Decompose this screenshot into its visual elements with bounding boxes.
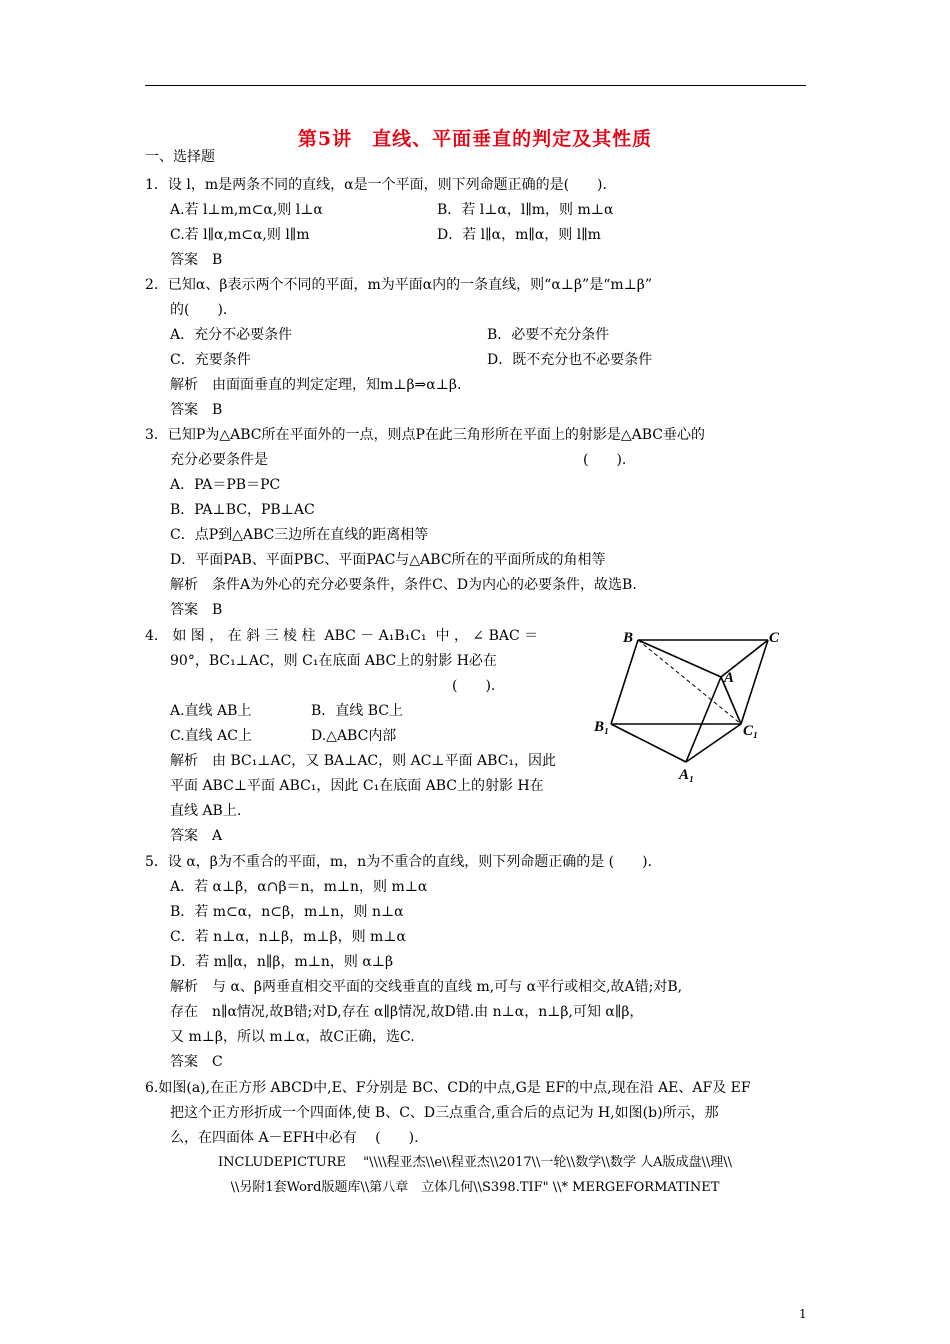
q4-ans: 答案 A xyxy=(170,828,223,844)
q6-stem-2: 把这个正方形折成一个四面体,使 B、C、D三点重合,重合后的点记为 H,如图(b)所示，那 xyxy=(170,1105,719,1121)
q1-opt-c: C.若 l∥α,m⊂α,则 l∥m xyxy=(170,227,310,243)
q2-jx: 解析 由面面垂直的判定定理，知m⊥β⇒α⊥β. xyxy=(170,377,462,393)
q2-opt-d: D．既不充分也不必要条件 xyxy=(487,352,653,368)
label-C: C xyxy=(769,630,780,646)
prism-figure xyxy=(593,622,793,787)
q2-opt-a: A．充分不必要条件 xyxy=(170,327,293,343)
q4-opt-b: B．直线 BC上 xyxy=(311,703,403,719)
q3-ans: 答案 B xyxy=(170,602,223,618)
q5-opt-d: D．若 m∥α，n∥β，m⊥n，则 α⊥β xyxy=(170,954,394,970)
q5-opt-c: C．若 n⊥α，n⊥β，m⊥β，则 m⊥α xyxy=(170,929,406,945)
q3-opt-a: A．PA＝PB＝PC xyxy=(170,477,281,493)
field-code-line-2: \\另附1套Word版题库\\第八章 立体几何\\S398.TIF" \\* MERGEFORMATINET xyxy=(230,1180,720,1195)
q1-opt-b: B．若 l⊥α，l∥m，则 m⊥α xyxy=(437,202,614,218)
q5-opt-b: B．若 m⊂α，n⊂β，m⊥n，则 n⊥α xyxy=(170,904,404,920)
q3-opt-c: C．点P到△ABC三边所在直线的距离相等 xyxy=(170,527,429,543)
q4-bracket: ( ). xyxy=(452,678,496,694)
q2-stem-2: 的( )． xyxy=(170,302,237,318)
q5-opt-a: A．若 α⊥β，α∩β＝n，m⊥n，则 m⊥α xyxy=(170,879,428,895)
q5-ans: 答案 C xyxy=(170,1054,223,1070)
q2-ans: 答案 B xyxy=(170,402,223,418)
q2-stem-1: 2．已知α、β表示两个不同的平面，m为平面α内的一条直线，则“α⊥β”是“m⊥β” xyxy=(145,277,653,293)
q1-ans: 答案 B xyxy=(170,252,223,268)
q1-opt-d: D．若 l∥α，m∥α，则 l∥m xyxy=(437,227,601,243)
q5-jx-3: 又 m⊥β，所以 m⊥α，故C正确，选C. xyxy=(170,1029,415,1045)
label-A: A xyxy=(724,670,735,686)
q3-jx: 解析 条件A为外心的充分必要条件，条件C、D为内心的必要条件，故选B. xyxy=(170,577,637,593)
label-B1: B₁ xyxy=(594,719,610,735)
q3-opt-b: B．PA⊥BC，PB⊥AC xyxy=(170,502,315,518)
q4-jx-2: 平面 ABC⊥平面 ABC₁，因此 C₁在底面 ABC上的射影 H在 xyxy=(170,778,544,794)
q4-jx-3: 直线 AB上. xyxy=(170,803,242,819)
field-code-line-1: INCLUDEPICTURE "\\\\程亚杰\\e\\程亚杰\\2017\\一轮\\数学\\数学 人A版成盘\\理\\ xyxy=(218,1155,732,1170)
q3-opt-d: D．平面PAB、平面PBC、平面PAC与△ABC所在的平面所成的角相等 xyxy=(170,552,606,568)
q3-bracket: ( ). xyxy=(583,452,627,468)
label-B: B xyxy=(623,630,634,646)
header-rule xyxy=(145,85,806,86)
page-title: 第5讲 直线、平面垂直的判定及其性质 xyxy=(297,128,653,150)
page-number: 1 xyxy=(799,1307,807,1321)
q6-stem-1: 6.如图(a),在正方形 ABCD中,E、F分别是 BC、CD的中点,G是 EF的中点,现在沿 AE、AF及 EF xyxy=(145,1080,751,1096)
q4-stem-2: 90°，BC₁⊥AC，则 C₁在底面 ABC上的射影 H必在 xyxy=(170,653,497,669)
q4-jx-1: 解析 由 BC₁⊥AC，又 BA⊥AC，则 AC⊥平面 ABC₁，因此 xyxy=(170,753,557,769)
q5-stem: 5．设 α，β为不重合的平面，m，n为不重合的直线，则下列命题正确的是 ( )． xyxy=(145,854,662,870)
q6-stem-3: 么，在四面体 A－EFH中必有 ( ). xyxy=(170,1130,419,1146)
q5-jx-1: 解析 与 α、β两垂直相交平面的交线垂直的直线 m,可与 α平行或相交,故A错;对B, xyxy=(170,979,683,995)
q1-stem: 1．设 l，m是两条不同的直线，α是一个平面，则下列命题正确的是( )． xyxy=(145,177,617,193)
q4-opt-c: C.直线 AC上 xyxy=(170,728,252,744)
q3-stem-2: 充分必要条件是 xyxy=(170,452,268,468)
q5-jx-2: 存在 n∥α情况,故B错;对D,存在 α∥β情况,故D错.由 n⊥α，n⊥β,可知 α∥β， xyxy=(170,1004,644,1020)
label-C1: C₁ xyxy=(743,723,759,739)
q4-opt-d: D.△ABC内部 xyxy=(311,728,397,744)
q3-stem-1: 3．已知P为△ABC所在平面外的一点，则点P在此三角形所在平面上的射影是△ABC垂心的 xyxy=(145,427,706,443)
q1-opt-a: A.若 l⊥m,m⊂α,则 l⊥α xyxy=(170,202,323,218)
label-A1: A₁ xyxy=(679,767,695,783)
q4-opt-a: A.直线 AB上 xyxy=(170,703,252,719)
q4-stem-1: 4. 如 图 ， 在 斜 三 棱 柱 ABC － A₁B₁C₁ 中 ， ∠ BAC ＝ xyxy=(145,628,539,644)
section-heading: 一、选择题 xyxy=(145,149,215,165)
q2-opt-c: C．充要条件 xyxy=(170,352,251,368)
q2-opt-b: B．必要不充分条件 xyxy=(487,327,610,343)
